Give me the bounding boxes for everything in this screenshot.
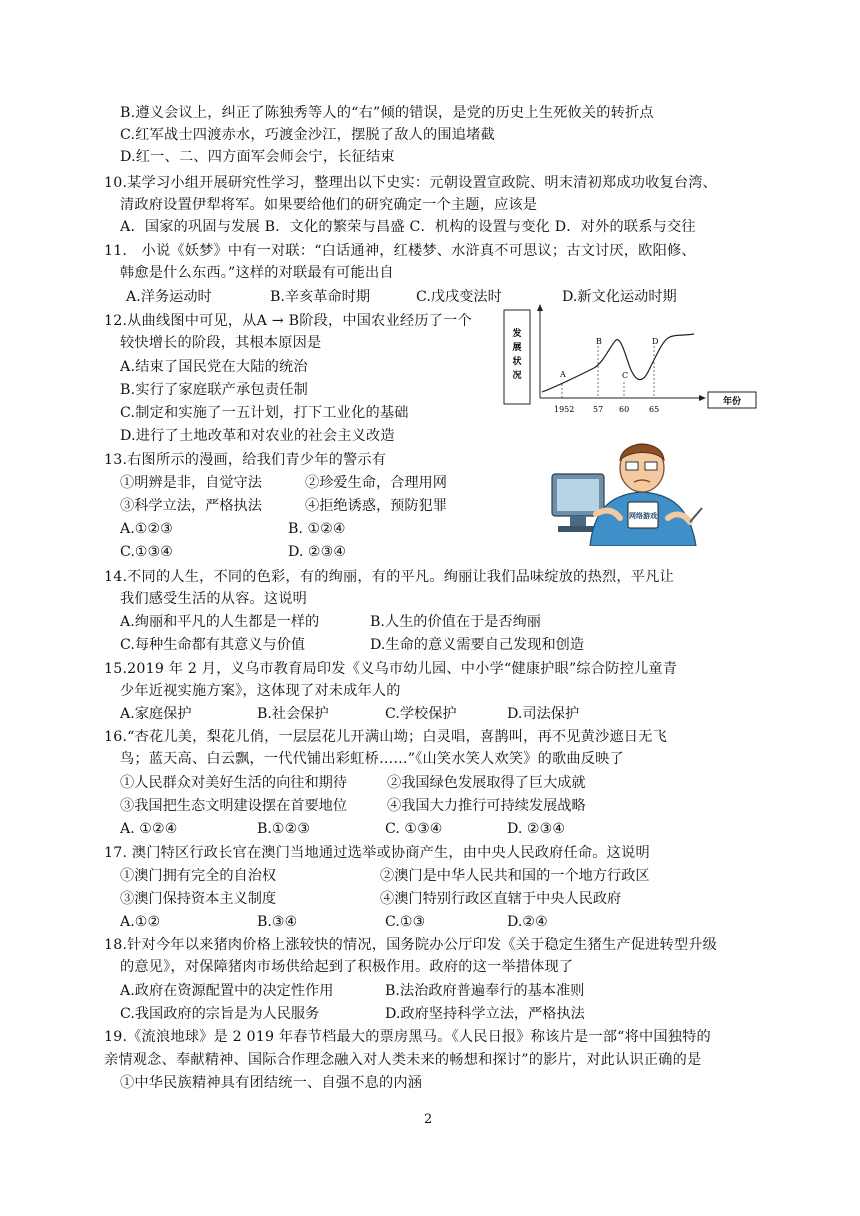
q13-item-1: ①明辨是非，自觉守法 — [120, 475, 262, 491]
q15-option-d: D.司法保护 — [507, 706, 580, 722]
point-c: C — [622, 371, 629, 380]
q16-item-3: ③我国把生态文明建设摆在首要地位 — [120, 798, 348, 814]
q16-option-d: D. ②③④ — [507, 821, 566, 837]
q11-stem: 11． 小说《妖梦》中有一对联：“白话通神，红楼梦、水浒真不可思议；古文讨厌，欧阳修、 — [104, 243, 696, 259]
q13-item-2: ②珍爱生命，合理用网 — [305, 475, 447, 491]
q18-option-d: D.政府坚持科学立法，严格执法 — [385, 1006, 585, 1022]
q16-item-4: ④我国大力推行可持续发展战略 — [387, 798, 586, 814]
q14-stem: 14.不同的人生，不同的色彩，有的绚丽，有的平凡。绚丽让我们品味绽放的热烈，平凡让 — [104, 569, 674, 585]
q9-option-d: D.红一、二、四方面军会师会宁，长征结束 — [120, 149, 395, 165]
monitor-screen — [557, 479, 599, 511]
q18-option-c: C.我国政府的宗旨是为人民服务 — [120, 1006, 320, 1022]
ylabel-char-3: 状 — [512, 357, 522, 367]
q15-stem: 15.2019 年 2 月，义乌市教育局印发《义乌市幼儿园、中小学“健康护眼”综合防控儿童青 — [104, 661, 678, 677]
q15-option-b: B.社会保护 — [257, 706, 329, 722]
q11-option-a: A.洋务运动时 — [126, 289, 212, 305]
q9-option-c: C.红军战士四渡赤水，巧渡金沙江，摆脱了敌人的围追堵截 — [120, 127, 495, 143]
q18-stem: 18.针对今年以来猪肉价格上涨较快的情况，国务院办公厅印发《关于稳定生猪生产促进转型升级 — [104, 937, 718, 953]
q14-option-b: B.人生的价值在于是否绚丽 — [370, 614, 541, 630]
q17-item-1: ①澳门拥有完全的自治权 — [120, 868, 277, 884]
q18-stem-2: 的意见》，对保障猪肉市场供给起到了积极作用。政府的这一举措体现了 — [120, 959, 574, 975]
q13-stem: 13.右图所示的漫画，给我们青少年的警示有 — [104, 452, 387, 468]
q17-option-a: A.①② — [120, 914, 161, 930]
q17-item-3: ③澳门保持资本主义制度 — [120, 891, 277, 907]
q10-stem-2: 清政府设置伊犁将军。如果要给他们的研究确定一个主题，应该是 — [120, 197, 538, 213]
q16-option-a: A. ①②④ — [120, 821, 178, 837]
q10-stem: 10.某学习小组开展研究性学习，整理出以下史实：元朝设置宣政院、明末清初郑成功收复台湾、 — [104, 175, 718, 191]
glasses-left — [626, 462, 638, 470]
tick-1952: 1952 — [554, 405, 575, 414]
internet-addiction-comic — [550, 438, 706, 546]
q12-option-a: A.结束了国民党在大陆的统治 — [120, 359, 308, 375]
q14-stem-2: 我们感受生活的从容。这说明 — [120, 591, 308, 607]
q13-item-4: ④拒绝诱惑，预防犯罪 — [305, 498, 447, 514]
q17-option-c: C.①③ — [385, 914, 426, 930]
q15-option-c: C.学校保护 — [385, 706, 457, 722]
q12-option-c: C.制定和实施了一五计划，打下工业化的基础 — [120, 405, 409, 421]
q14-option-d: D.生命的意义需要自己发现和创造 — [370, 637, 585, 653]
point-a: A — [560, 370, 566, 379]
monitor-stand — [570, 516, 586, 526]
knife-icon — [690, 508, 702, 522]
q17-item-2: ②澳门是中华人民共和国的一个地方行政区 — [380, 868, 650, 884]
q12-option-b: B.实行了家庭联产承包责任制 — [120, 382, 308, 398]
q13-option-c: C.①③④ — [120, 544, 174, 560]
y-axis-arrow — [537, 304, 543, 311]
q14-option-c: C.每种生命都有其意义与价值 — [120, 637, 306, 653]
q11-option-d: D.新文化运动时期 — [562, 289, 677, 305]
q15-stem-2: 少年近视实施方案》，这体现了对未成年人的 — [120, 683, 401, 699]
q13-item-3: ③科学立法，严格执法 — [120, 498, 262, 514]
q16-stem: 16.“杏花儿美，梨花儿俏，一层层花儿开满山坳；白灵唱，喜鹊叫，再不见黄沙遮日无飞 — [104, 729, 667, 745]
tick-57: 57 — [593, 405, 604, 414]
ylabel-char-1: 发 — [512, 329, 522, 339]
q11-option-b: B.辛亥革命时期 — [270, 289, 371, 305]
point-d: D — [652, 337, 659, 346]
q17-item-4: ④澳门特别行政区直辖于中央人民政府 — [380, 891, 622, 907]
q12-stem: 12.从曲线图中可见，从A → B阶段，中国农业经历了一个 — [104, 313, 472, 329]
q12-option-d: D.进行了土地改革和对农业的社会主义改造 — [120, 428, 395, 444]
q16-stem-2: 鸟；蓝天高、白云飘，一代代铺出彩虹桥……”《山笑水笑人欢笑》的歌曲反映了 — [120, 751, 624, 767]
page-number: 2 — [424, 1112, 433, 1127]
ylabel-char-4: 况 — [512, 371, 522, 381]
ylabel-char-2: 展 — [512, 343, 522, 353]
q16-option-b: B.①②③ — [257, 821, 311, 837]
q10-options: A．国家的巩固与发展 B．文化的繁荣与昌盛 C．机构的设置与变化 D．对外的联系与交往 — [120, 219, 696, 235]
q11-stem-2: 韩愈是什么东西。”这样的对联最有可能出自 — [120, 265, 394, 281]
q17-option-d: D.②④ — [507, 914, 548, 930]
q17-stem: 17. 澳门特区行政长官在澳门当地通过选举或协商产生，由中央人民政府任命。这说明 — [104, 845, 650, 861]
q16-item-2: ②我国绿色发展取得了巨大成就 — [387, 775, 586, 791]
q19-stem: 19.《流浪地球》是 2 019 年春节档最大的票房黑马。《人民日报》称该片是一部“将中国独特的 — [104, 1029, 711, 1045]
q13-option-a: A.①②③ — [120, 521, 173, 537]
q13-option-b: B. ①②④ — [288, 521, 346, 537]
q16-item-1: ①人民群众对美好生活的向往和期待 — [120, 775, 348, 791]
x-axis-arrow — [699, 395, 706, 401]
q19-stem-2: 亲情观念、奉献精神、国际合作理念融入对人类未来的畅想和探讨”的影片，对此认识正确的是 — [104, 1052, 702, 1068]
glasses-right — [645, 462, 657, 470]
q18-option-b: B.法治政府普遍奉行的基本准则 — [385, 983, 585, 999]
q14-option-a: A.绚丽和平凡的人生都是一样的 — [120, 614, 320, 630]
q18-option-a: A.政府在资源配置中的决定性作用 — [120, 983, 334, 999]
q11-option-c: C.戊戌变法时 — [416, 289, 502, 305]
tick-65: 65 — [649, 405, 660, 414]
q17-option-b: B.③④ — [257, 914, 298, 930]
development-curve — [542, 334, 694, 392]
tick-60: 60 — [619, 405, 630, 414]
q9-option-b: B.遵义会议上，纠正了陈独秀等人的“右”倾的错误，是党的历史上生死攸关的转折点 — [120, 105, 654, 121]
q13-option-d: D. ②③④ — [288, 544, 347, 560]
q15-option-a: A.家庭保护 — [120, 706, 192, 722]
xlabel: 年份 — [722, 397, 742, 407]
game-badge-label: 网络游戏 — [629, 511, 657, 520]
agriculture-curve-figure — [498, 300, 760, 420]
q12-stem-2: 较快增长的阶段，其根本原因是 — [120, 335, 322, 351]
point-b: B — [596, 337, 602, 346]
q19-item-1: ①中华民族精神具有团结统一、自强不息的内涵 — [120, 1075, 423, 1091]
q16-option-c: C. ①③④ — [385, 821, 443, 837]
